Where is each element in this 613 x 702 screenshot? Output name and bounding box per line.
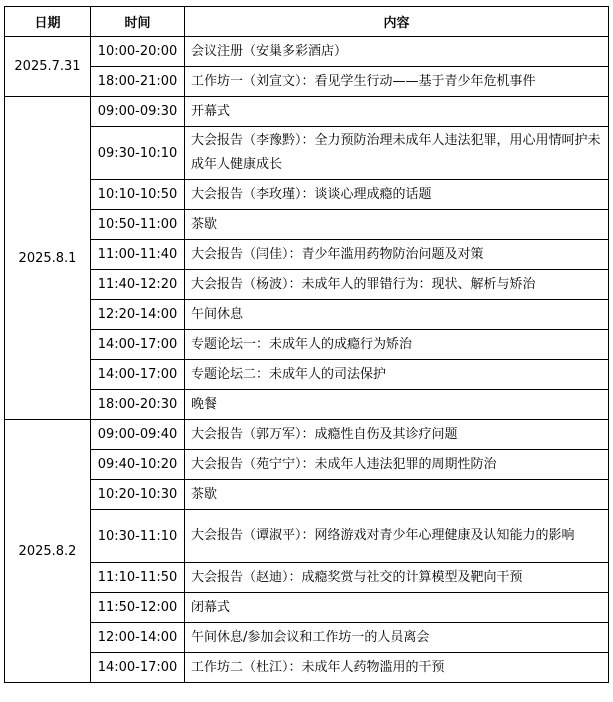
table-row [5, 37, 609, 67]
time-cell: 11:40-12:20 [91, 270, 185, 300]
table-row [5, 450, 609, 480]
content-cell: 会议注册（安巢多彩酒店） [185, 37, 609, 67]
content-cell: 午间休息/参加会议和工作坊一的人员离会 [185, 623, 609, 653]
content-cell: 工作坊二（杜江）：未成年人药物滥用的干预 [185, 653, 609, 683]
table-row [5, 480, 609, 510]
header-row [5, 7, 609, 37]
content-cell: 专题论坛二：未成年人的司法保护 [185, 360, 609, 390]
table-row [5, 67, 609, 97]
date-cell: 2025.8.1 [5, 97, 91, 420]
content-cell: 晚餐 [185, 390, 609, 420]
time-cell: 11:50-12:00 [91, 593, 185, 623]
content-cell: 茶歇 [185, 480, 609, 510]
content-cell: 大会报告（赵迪）：成瘾奖赏与社交的计算模型及靶向干预 [185, 563, 609, 593]
table-row [5, 510, 609, 563]
time-cell: 10:20-10:30 [91, 480, 185, 510]
content-cell: 大会报告（谭淑平）：网络游戏对青少年心理健康及认知能力的影响 [185, 510, 609, 563]
time-cell: 11:10-11:50 [91, 563, 185, 593]
table-row [5, 240, 609, 270]
header-time: 时间 [91, 7, 185, 37]
content-cell: 茶歇 [185, 210, 609, 240]
table-row [5, 300, 609, 330]
content-cell: 专题论坛一：未成年人的成瘾行为矫治 [185, 330, 609, 360]
time-cell: 09:40-10:20 [91, 450, 185, 480]
content-cell: 大会报告（苑宁宁）：未成年人违法犯罪的周期性防治 [185, 450, 609, 480]
header-date: 日期 [5, 7, 91, 37]
table-row [5, 390, 609, 420]
time-cell: 12:00-14:00 [91, 623, 185, 653]
table-row [5, 97, 609, 127]
table-row [5, 653, 609, 683]
table-row [5, 563, 609, 593]
time-cell: 09:00-09:30 [91, 97, 185, 127]
date-cell: 2025.8.2 [5, 420, 91, 683]
time-cell: 18:00-20:30 [91, 390, 185, 420]
time-cell: 14:00-17:00 [91, 653, 185, 683]
table-row [5, 360, 609, 390]
content-cell: 大会报告（郭万军）：成瘾性自伤及其诊疗问题 [185, 420, 609, 450]
table-row [5, 210, 609, 240]
time-cell: 11:00-11:40 [91, 240, 185, 270]
content-cell: 大会报告（闫佳）：青少年滥用药物防治问题及对策 [185, 240, 609, 270]
table-row [5, 420, 609, 450]
date-cell: 2025.7.31 [5, 37, 91, 97]
content-cell: 闭幕式 [185, 593, 609, 623]
time-cell: 10:00-20:00 [91, 37, 185, 67]
table-row [5, 623, 609, 653]
content-cell: 大会报告（杨波）：未成年人的罪错行为：现状、解析与矫治 [185, 270, 609, 300]
time-cell: 10:50-11:00 [91, 210, 185, 240]
content-cell: 工作坊一（刘宣文）：看见学生行动——基于青少年危机事件 [185, 67, 609, 97]
time-cell: 09:00-09:40 [91, 420, 185, 450]
time-cell: 18:00-21:00 [91, 67, 185, 97]
content-cell: 大会报告（李豫黔）：全力预防治理未成年人违法犯罪，用心用情呵护未成年人健康成长 [185, 127, 609, 180]
time-cell: 12:20-14:00 [91, 300, 185, 330]
table-row [5, 127, 609, 180]
time-cell: 14:00-17:00 [91, 360, 185, 390]
table-row [5, 270, 609, 300]
content-cell: 大会报告（李玫瑾）：谈谈心理成瘾的话题 [185, 180, 609, 210]
schedule-table [4, 6, 609, 683]
table-row [5, 593, 609, 623]
content-cell: 午间休息 [185, 300, 609, 330]
time-cell: 14:00-17:00 [91, 330, 185, 360]
content-cell: 开幕式 [185, 97, 609, 127]
header-content: 内容 [185, 7, 609, 37]
time-cell: 10:10-10:50 [91, 180, 185, 210]
table-row [5, 180, 609, 210]
table-row [5, 330, 609, 360]
time-cell: 09:30-10:10 [91, 127, 185, 180]
time-cell: 10:30-11:10 [91, 510, 185, 563]
